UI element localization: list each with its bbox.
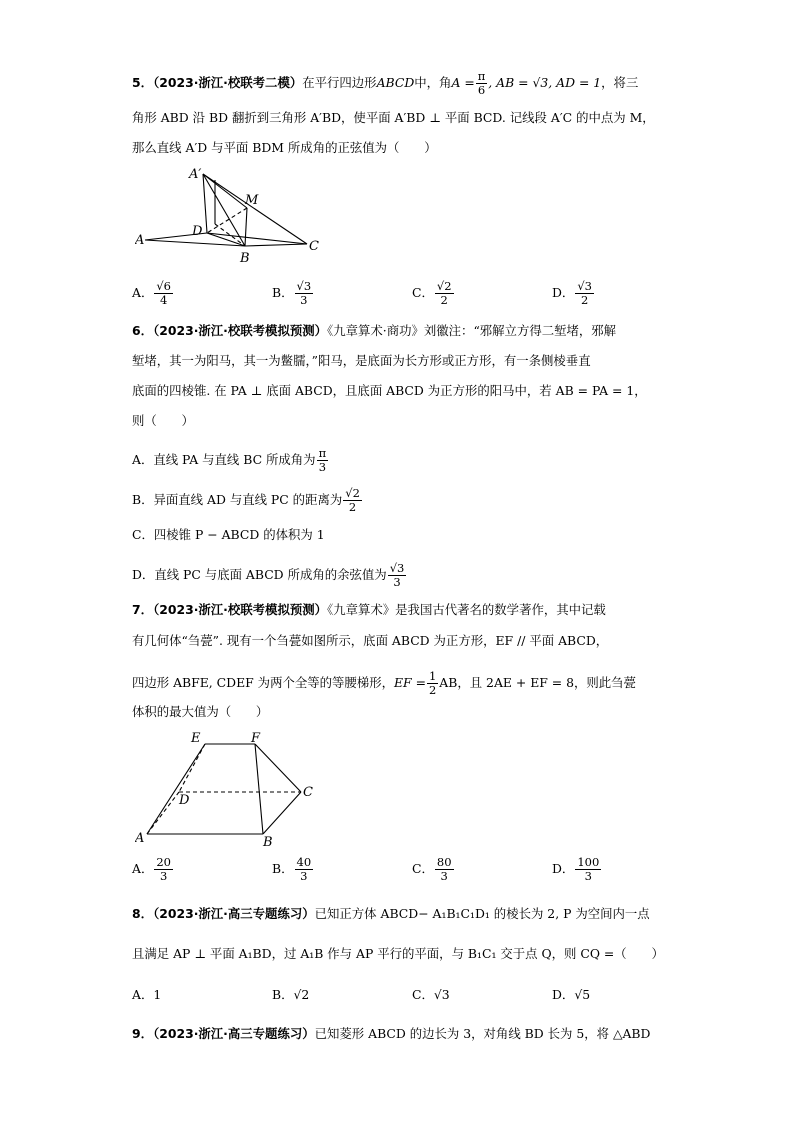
- q7-source: （2023·浙江·校联考模拟预测）: [153, 602, 328, 617]
- q6-source: （2023·浙江·校联考模拟预测）: [153, 323, 328, 338]
- q5-text-a: 在平行四边形: [302, 75, 377, 90]
- q7-text-1: 《九章算术》是我国古代著名的数学著作，其中记载: [327, 602, 606, 617]
- q8-line1: [132, 906, 650, 922]
- q5-angle-fraction: $\frac{\pi}{6}$: [477, 69, 486, 97]
- q7-line2: 有几何体“刍甍”. 现有一个刍甍如图所示，底面 ABCD 为正方形，EF // 平面 ABCD，: [132, 633, 609, 648]
- q5-text-c: 中，角: [414, 75, 452, 90]
- q7-option-a[interactable]: A． $\frac{20}{3}$: [132, 855, 171, 883]
- q6-number: 6．: [132, 323, 154, 338]
- q8-option-c[interactable]: C．√3: [412, 987, 450, 1002]
- q6-text-1: 《九章算术·商功》刘徽注：“邪解立方得二堑堵，邪解: [327, 323, 617, 338]
- q5-text-f: ，将三: [601, 75, 639, 90]
- fig7-label-a: A: [135, 831, 145, 846]
- q5-line1: [132, 70, 638, 97]
- q5-text-d: A =: [451, 75, 475, 90]
- q8-source: （2023·浙江·高三专题练习）: [153, 906, 315, 921]
- q8-option-d[interactable]: D．√5: [552, 987, 591, 1002]
- q9-text-1: 已知菱形 ABCD 的边长为 3，对角线 BD 长为 5，将 △ABD: [314, 1026, 651, 1041]
- q7-option-b[interactable]: B． $\frac{40}{3}$: [272, 855, 312, 883]
- q6-line2: 堑堵，其一为阳马，其一为鳖臑，”阳马，是底面为长方形或正方形，有一条侧棱垂直: [132, 353, 591, 368]
- q7-line1: [132, 602, 606, 618]
- q8-text-1: 已知正方体 ABCD− A₁B₁C₁D₁ 的棱长为 2, P 为空间内一点: [314, 906, 650, 921]
- q6-line3: 底面的四棱锥. 在 PA ⊥ 底面 ABCD，且底面 ABCD 为正方形的阳马中，若 AB = PA = 1，: [132, 383, 647, 398]
- q9-line1: [132, 1026, 650, 1042]
- q5-source: （2023·浙江·校联考二模）: [153, 75, 303, 90]
- q6-option-b[interactable]: B．异面直线 AD 与直线 PC 的距离为 $\frac{√2}{2}$: [132, 486, 360, 514]
- q7-line3: 四边形 ABFE, CDEF 为两个全等的等腰梯形，EF = $\frac{1}{2}$ AB，且 2AE + EF = 8，则此刍甍: [132, 669, 636, 697]
- q5-number: 5．: [132, 75, 154, 90]
- fig7-label-b: B: [263, 835, 273, 848]
- q7-line4: 体积的最大值为（ ）: [132, 704, 269, 719]
- fig7-label-e: E: [191, 731, 201, 746]
- q5-option-c[interactable]: C． $\frac{√2}{2}$: [412, 279, 452, 307]
- q5-text-e: , AB = √3, AD = 1: [488, 75, 602, 90]
- q6-line1: [132, 323, 616, 339]
- fig5-label-a-prime: A′: [189, 167, 202, 182]
- fig7-label-d: D: [179, 793, 190, 808]
- q6-option-c[interactable]: C．四棱锥 P − ABCD 的体积为 1: [132, 527, 325, 542]
- q8-option-b[interactable]: B．√2: [272, 987, 310, 1002]
- q8-option-a[interactable]: A．1: [132, 987, 162, 1002]
- q9-number: 9．: [132, 1026, 154, 1041]
- q5-text-b: ABCD: [376, 75, 415, 90]
- q7-option-c[interactable]: C． $\frac{80}{3}$: [412, 855, 452, 883]
- q8-number: 8．: [132, 906, 154, 921]
- q5-line3: 那么直线 A′D 与平面 BDM 所成角的正弦值为（ ）: [132, 140, 437, 155]
- q8-line2: 且满足 AP ⊥ 平面 A₁BD，过 A₁B 作与 AP 平行的平面，与 B₁C₁ 交于点 Q，则 CQ =（ ）: [132, 946, 664, 961]
- fig5-label-m: M: [245, 193, 259, 208]
- q7-option-d[interactable]: D． $\frac{100}{3}$: [552, 855, 600, 883]
- q5-figure: [135, 160, 335, 270]
- q5-option-a[interactable]: A． $\frac{√6}{4}$: [132, 279, 171, 307]
- fig7-label-c: C: [303, 785, 313, 800]
- q7-figure: [135, 728, 335, 848]
- q6-line4: 则（ ）: [132, 413, 194, 428]
- q7-number: 7．: [132, 602, 154, 617]
- q9-source: （2023·浙江·高三专题练习）: [153, 1026, 315, 1041]
- fig5-label-a: A: [135, 233, 145, 248]
- q5-line2: 角形 ABD 沿 BD 翻折到三角形 A′BD，使平面 A′BD ⊥ 平面 BCD. 记线段 A′C 的中点为 M，: [132, 110, 655, 125]
- q5-option-d[interactable]: D． $\frac{√3}{2}$: [552, 279, 592, 307]
- fig5-label-c: C: [309, 239, 319, 254]
- q6-option-a[interactable]: A．直线 PA 与直线 BC 所成角为 $\frac{\pi}{3}$: [132, 446, 327, 474]
- q6-option-d[interactable]: D．直线 PC 与底面 ABCD 所成角的余弦值为 $\frac{√3}{3}$: [132, 561, 405, 589]
- fig5-label-d: D: [192, 224, 203, 239]
- fig7-label-f: F: [251, 731, 261, 746]
- fig5-label-b: B: [240, 251, 250, 266]
- q5-option-b[interactable]: B． $\frac{√3}{3}$: [272, 279, 312, 307]
